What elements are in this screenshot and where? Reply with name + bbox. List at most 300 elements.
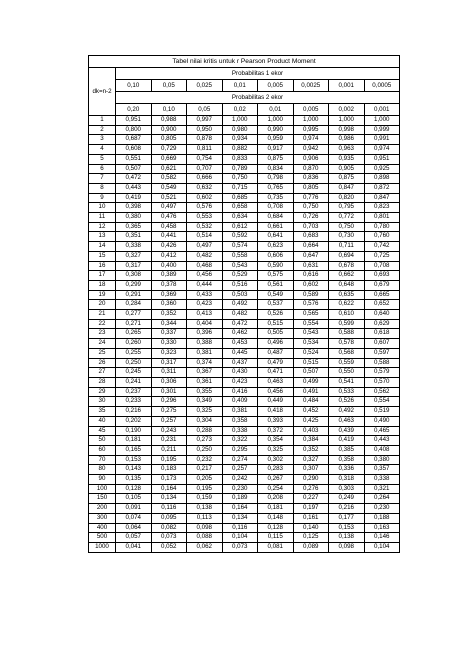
value-cell: 0,384 [293,436,329,446]
two-tailed-label: Probabilitas 2 ekor [116,92,400,104]
value-cell: 0,064 [116,523,152,533]
value-cell: 0,998 [329,125,365,135]
value-cell: 0,052 [151,542,187,552]
value-cell: 0,482 [222,310,258,320]
value-cell: 0,190 [116,426,152,436]
value-cell: 1,000 [222,116,258,126]
value-cell: 0,988 [151,116,187,126]
table-row [89,280,400,290]
df-cell: 7 [89,174,116,184]
value-cell: 0,189 [222,494,258,504]
value-cell: 0,295 [222,445,258,455]
value-cell: 0,338 [222,426,258,436]
value-cell: 0,452 [293,407,329,417]
value-cell: 0,925 [364,164,400,174]
value-cell: 0,413 [187,310,223,320]
two-tailed-cell: 0,02 [222,104,258,116]
value-cell: 0,304 [187,416,223,426]
value-cell: 0,344 [151,319,187,329]
value-cell: 0,443 [116,183,152,193]
table-row [89,455,400,465]
value-cell: 0,526 [329,397,365,407]
value-cell: 0,991 [364,135,400,145]
value-cell: 0,664 [293,242,329,252]
value-cell: 0,311 [151,368,187,378]
value-cell: 0,497 [151,203,187,213]
value-cell: 0,257 [222,465,258,475]
value-cell: 0,267 [258,475,294,485]
value-cell: 0,607 [364,339,400,349]
table-row [89,154,400,164]
one-tailed-cell: 0,10 [116,80,152,92]
value-cell: 0,463 [258,377,294,387]
value-cell: 0,089 [293,542,329,552]
value-cell: 0,599 [329,319,365,329]
value-cell: 0,091 [116,504,152,514]
one-tailed-cell: 0,0005 [364,80,400,92]
value-cell: 1,000 [293,116,329,126]
df-cell: 8 [89,183,116,193]
df-cell: 100 [89,484,116,494]
value-cell: 0,241 [116,377,152,387]
value-cell: 0,995 [293,125,329,135]
value-cell: 0,355 [187,387,223,397]
value-cell: 0,116 [151,504,187,514]
value-cell: 0,374 [187,358,223,368]
df-cell: 22 [89,319,116,329]
value-cell: 0,678 [329,261,365,271]
value-cell: 0,398 [116,203,152,213]
value-cell: 0,754 [187,154,223,164]
value-cell: 0,385 [329,445,365,455]
table-title: Tabel nilai kritis untuk r Pearson Product Moment [89,56,400,68]
df-cell: 23 [89,329,116,339]
value-cell: 0,820 [329,193,365,203]
df-cell: 200 [89,504,116,514]
value-cell: 0,665 [364,290,400,300]
value-cell: 0,183 [151,465,187,475]
value-cell: 0,516 [222,280,258,290]
value-cell: 0,634 [222,213,258,223]
value-cell: 0,177 [329,513,365,523]
value-cell: 0,974 [364,145,400,155]
table-row [89,494,400,504]
value-cell: 0,476 [151,213,187,223]
value-cell: 0,140 [293,523,329,533]
value-cell: 0,437 [222,358,258,368]
value-cell: 0,423 [187,300,223,310]
table-row [89,193,400,203]
value-cell: 0,357 [364,465,400,475]
table-row [89,290,400,300]
value-cell: 0,559 [329,358,365,368]
value-cell: 0,694 [329,251,365,261]
value-cell: 0,260 [116,339,152,349]
table-row [89,436,400,446]
value-cell: 0,578 [329,339,365,349]
value-cell: 0,847 [364,193,400,203]
value-cell: 0,776 [293,193,329,203]
value-cell: 0,640 [364,310,400,320]
value-cell: 0,997 [187,116,223,126]
value-cell: 0,532 [187,222,223,232]
value-cell: 0,715 [222,183,258,193]
value-cell: 0,205 [187,475,223,485]
value-cell: 0,416 [222,387,258,397]
value-cell: 0,492 [222,300,258,310]
table-row [89,183,400,193]
value-cell: 0,197 [293,504,329,514]
value-cell: 0,641 [258,232,294,242]
value-cell: 0,301 [151,387,187,397]
value-cell: 0,389 [151,271,187,281]
value-cell: 0,104 [364,542,400,552]
value-cell: 0,449 [258,397,294,407]
value-cell: 0,551 [116,154,152,164]
value-cell: 0,408 [364,445,400,455]
value-cell: 0,082 [151,523,187,533]
value-cell: 0,662 [329,271,365,281]
value-cell: 0,999 [364,125,400,135]
df-cell: 40 [89,416,116,426]
value-cell: 0,291 [116,290,152,300]
value-cell: 0,217 [187,465,223,475]
table-row [89,319,400,329]
value-cell: 1,000 [258,116,294,126]
value-cell: 0,433 [187,290,223,300]
value-cell: 0,950 [187,125,223,135]
value-cell: 0,602 [293,280,329,290]
value-cell: 0,336 [329,465,365,475]
value-cell: 0,380 [364,455,400,465]
value-cell: 0,703 [293,222,329,232]
value-cell: 0,468 [187,261,223,271]
one-tailed-cell: 0,005 [258,80,294,92]
one-tailed-values-row [89,80,400,92]
two-tailed-cell: 0,005 [293,104,329,116]
value-cell: 0,687 [116,135,152,145]
value-cell: 0,590 [258,261,294,271]
value-cell: 0,798 [258,174,294,184]
value-cell: 0,658 [222,203,258,213]
value-cell: 0,230 [222,484,258,494]
df-cell: 90 [89,475,116,485]
value-cell: 0,352 [151,310,187,320]
value-cell: 0,576 [293,300,329,310]
value-cell: 0,588 [329,329,365,339]
value-cell: 0,685 [222,193,258,203]
value-cell: 0,057 [116,533,152,543]
value-cell: 0,283 [258,465,294,475]
value-cell: 0,579 [364,368,400,378]
value-cell: 0,623 [258,242,294,252]
value-cell: 0,358 [222,416,258,426]
value-cell: 0,805 [151,135,187,145]
value-cell: 0,729 [151,145,187,155]
value-cell: 0,537 [258,300,294,310]
value-cell: 0,730 [329,232,365,242]
value-cell: 0,652 [364,300,400,310]
value-cell: 0,582 [151,174,187,184]
df-cell: 13 [89,232,116,242]
value-cell: 0,492 [329,407,365,417]
value-cell: 0,917 [258,145,294,155]
value-cell: 0,602 [187,193,223,203]
value-cell: 0,669 [151,154,187,164]
df-cell: 30 [89,397,116,407]
value-cell: 0,935 [329,154,365,164]
table-row [89,300,400,310]
value-cell: 0,491 [293,387,329,397]
value-cell: 0,195 [151,455,187,465]
value-cell: 0,592 [222,232,258,242]
value-cell: 0,836 [293,174,329,184]
value-cell: 0,271 [116,319,152,329]
value-cell: 0,683 [293,232,329,242]
table-row [89,348,400,358]
value-cell: 0,365 [116,222,152,232]
value-cell: 0,834 [258,164,294,174]
value-cell: 0,484 [293,397,329,407]
table-row [89,416,400,426]
value-cell: 0,164 [222,504,258,514]
df-cell: 29 [89,387,116,397]
table-row [89,203,400,213]
value-cell: 0,496 [258,339,294,349]
table-row [89,116,400,126]
table-row [89,523,400,533]
value-cell: 0,243 [151,426,187,436]
table-row [89,145,400,155]
value-cell: 0,463 [329,416,365,426]
value-cell: 0,526 [258,310,294,320]
value-cell: 0,597 [364,348,400,358]
value-cell: 0,153 [116,455,152,465]
value-cell: 0,317 [151,358,187,368]
value-cell: 0,805 [293,183,329,193]
value-cell: 0,900 [151,125,187,135]
value-cell: 0,104 [222,533,258,543]
value-cell: 0,443 [364,436,400,446]
df-cell: 17 [89,271,116,281]
value-cell: 0,980 [222,125,258,135]
value-cell: 0,135 [116,475,152,485]
value-cell: 0,515 [293,358,329,368]
table-row [89,213,400,223]
value-cell: 0,823 [364,203,400,213]
table-row [89,135,400,145]
value-cell: 0,462 [222,329,258,339]
value-cell: 0,499 [293,377,329,387]
value-cell: 0,245 [116,368,152,378]
value-cell: 0,519 [364,407,400,417]
value-cell: 0,684 [258,213,294,223]
value-cell: 0,629 [364,319,400,329]
value-cell: 0,444 [187,280,223,290]
value-cell: 0,990 [258,125,294,135]
value-cell: 0,621 [151,164,187,174]
value-cell: 0,553 [187,213,223,223]
one-tailed-cell: 0,001 [329,80,365,92]
value-cell: 0,216 [116,407,152,417]
df-cell: 26 [89,358,116,368]
value-cell: 0,400 [151,261,187,271]
df-cell: 16 [89,261,116,271]
value-cell: 0,125 [293,533,329,543]
df-cell: 25 [89,348,116,358]
value-cell: 0,789 [222,164,258,174]
value-cell: 0,361 [187,377,223,387]
value-cell: 0,250 [187,445,223,455]
value-cell: 0,631 [293,261,329,271]
df-cell: 300 [89,513,116,523]
value-cell: 0,589 [293,290,329,300]
value-cell: 0,472 [116,174,152,184]
value-cell: 0,181 [116,436,152,446]
value-cell: 0,323 [151,348,187,358]
value-cell: 0,161 [293,513,329,523]
value-cell: 0,515 [258,319,294,329]
value-cell: 0,456 [187,271,223,281]
value-cell: 0,514 [187,232,223,242]
value-cell: 0,325 [258,445,294,455]
value-cell: 0,208 [258,494,294,504]
one-tailed-cell: 0,01 [222,80,258,92]
value-cell: 0,458 [151,222,187,232]
value-cell: 0,610 [329,310,365,320]
two-tailed-cell: 0,01 [258,104,294,116]
df-cell: 15 [89,251,116,261]
value-cell: 1,000 [364,116,400,126]
value-cell: 0,800 [116,125,152,135]
value-cell: 0,081 [258,542,294,552]
value-cell: 0,264 [364,494,400,504]
value-cell: 0,618 [364,329,400,339]
value-cell: 0,138 [329,533,365,543]
value-cell: 0,471 [258,368,294,378]
value-cell: 0,632 [187,183,223,193]
table-row [89,426,400,436]
value-cell: 0,128 [258,523,294,533]
two-tailed-cell: 0,05 [187,104,223,116]
df-cell: 18 [89,280,116,290]
value-cell: 0,760 [364,232,400,242]
table-row [89,504,400,514]
value-cell: 0,693 [364,271,400,281]
one-tailed-cell: 0,025 [187,80,223,92]
value-cell: 0,095 [151,513,187,523]
value-cell: 0,113 [187,513,223,523]
value-cell: 0,254 [258,484,294,494]
value-cell: 0,159 [187,494,223,504]
value-cell: 0,562 [364,387,400,397]
df-cell: 1000 [89,542,116,552]
table-row [89,222,400,232]
value-cell: 0,073 [222,542,258,552]
value-cell: 0,554 [364,397,400,407]
df-cell: 20 [89,300,116,310]
value-cell: 0,847 [329,183,365,193]
table-row [89,164,400,174]
two-tailed-cell: 0,002 [329,104,365,116]
value-cell: 0,875 [258,154,294,164]
df-cell: 10 [89,203,116,213]
df-cell: 400 [89,523,116,533]
value-cell: 0,231 [151,436,187,446]
value-cell: 0,322 [222,436,258,446]
value-cell: 0,321 [364,484,400,494]
value-cell: 0,098 [329,542,365,552]
value-cell: 0,951 [364,154,400,164]
value-cell: 0,275 [151,407,187,417]
two-tailed-cell: 0,20 [116,104,152,116]
value-cell: 0,349 [187,397,223,407]
table-row [89,484,400,494]
value-cell: 0,565 [293,310,329,320]
value-cell: 0,898 [364,174,400,184]
table-row [89,387,400,397]
value-cell: 0,666 [187,174,223,184]
table-row [89,397,400,407]
value-cell: 0,249 [329,494,365,504]
value-cell: 0,479 [258,358,294,368]
value-cell: 0,250 [116,358,152,368]
one-tailed-label: Probabilitas 1 ekor [116,68,400,80]
value-cell: 0,423 [222,377,258,387]
value-cell: 0,811 [187,145,223,155]
value-cell: 0,380 [116,213,152,223]
table-row [89,542,400,552]
df-cell: 28 [89,377,116,387]
value-cell: 0,507 [293,368,329,378]
value-cell: 0,934 [222,135,258,145]
value-cell: 0,277 [116,310,152,320]
value-cell: 0,378 [151,280,187,290]
value-cell: 0,635 [329,290,365,300]
value-cell: 0,503 [222,290,258,300]
value-cell: 0,148 [258,513,294,523]
value-cell: 0,549 [258,290,294,300]
df-cell: 9 [89,193,116,203]
value-cell: 0,487 [258,348,294,358]
table-row [89,445,400,455]
value-cell: 0,833 [222,154,258,164]
value-cell: 0,352 [293,445,329,455]
table-row [89,261,400,271]
value-cell: 0,521 [151,193,187,203]
value-cell: 0,367 [187,368,223,378]
value-cell: 0,242 [222,475,258,485]
df-cell: 1 [89,116,116,126]
value-cell: 0,088 [187,533,223,543]
value-cell: 0,296 [151,397,187,407]
value-cell: 0,708 [258,203,294,213]
value-cell: 0,257 [151,416,187,426]
value-cell: 0,351 [116,232,152,242]
table-row [89,358,400,368]
value-cell: 0,750 [329,222,365,232]
value-cell: 0,230 [364,504,400,514]
value-cell: 0,875 [329,174,365,184]
df-cell: 2 [89,125,116,135]
value-cell: 0,327 [293,455,329,465]
df-cell: 3 [89,135,116,145]
value-cell: 0,606 [258,251,294,261]
value-cell: 0,273 [187,436,223,446]
value-cell: 0,647 [293,251,329,261]
value-cell: 0,354 [258,436,294,446]
value-cell: 0,974 [293,135,329,145]
